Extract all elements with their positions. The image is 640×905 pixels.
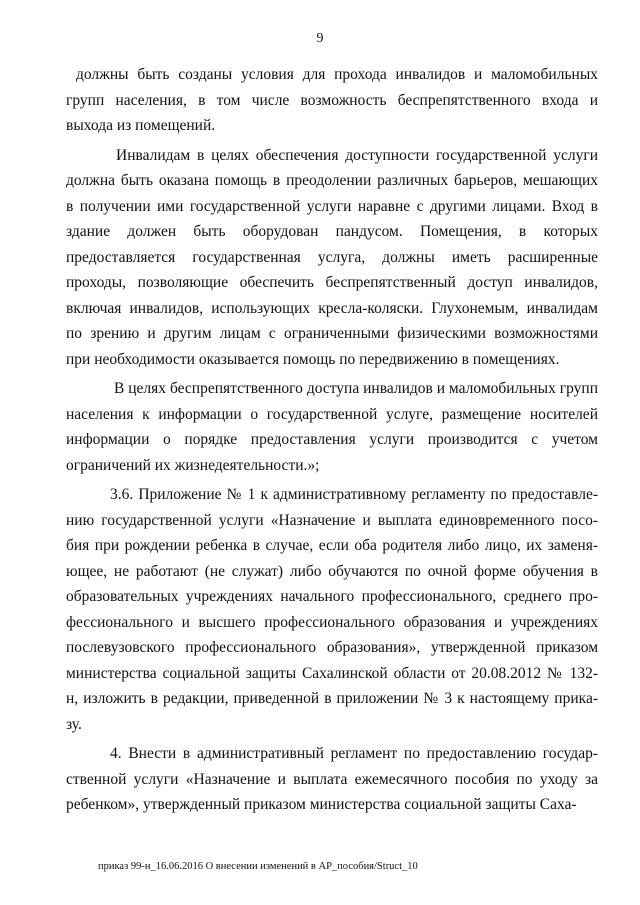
text-line: в получении ими государственной услуги наравне с другими лицами. Вход в — [66, 197, 598, 215]
paragraph — [66, 376, 598, 478]
text-line: при необходимости оказывается помощь по передвижению в помещениях. — [66, 350, 560, 368]
paragraph — [66, 62, 598, 139]
text-line: информации о порядке предоставления услуги производится с учетом — [66, 431, 598, 448]
paragraph — [66, 482, 598, 737]
text-line: Инвалидам в целях обеспечения доступности государственной услуги — [116, 146, 598, 164]
text-line: здание должен быть оборудован пандусом. Помещения, в которых — [66, 223, 598, 240]
text-line: ребенком», утвержденный приказом министерства социальной защиты Саха- — [66, 796, 577, 813]
text-line: послевузовского профессионального образования», утвержденной приказом — [66, 639, 598, 656]
text-line: групп населения, в том числе возможность беспрепятственного входа и — [66, 91, 598, 109]
text-line: фессионального и высшего профессионального образования и учреждениях — [66, 613, 598, 631]
text-line: ственной услуги «Назначение и выплата ежемесячного пособия по уходу за — [66, 770, 598, 788]
page-number: 9 — [316, 31, 324, 46]
text-line: зу. — [66, 715, 82, 733]
text-line: министерства социальной защиты Сахалинской области от 20.08.2012 № 132- — [66, 664, 598, 682]
paragraph — [66, 143, 598, 373]
text-line: ющее, не работают (не служат) либо обучаются по очной форме обучения в — [66, 562, 598, 580]
text-line: населения к информации о государственной услуге, размещение носителей — [66, 405, 598, 423]
text-line: 4. Внести в административный регламент по предоставлению государ- — [110, 745, 598, 762]
text-line: должна быть оказана помощь в преодолении различных барьеров, мешающих — [66, 172, 598, 189]
text-line: 3.6. Приложение № 1 к административному регламенту по предоставле- — [110, 486, 598, 503]
text-line: нию государственной услуги «Назначение и выплата единовременного посо- — [66, 511, 598, 529]
document-footer: приказ 99-н_16.06.2016 О внесении изменений в АР_пособия/Struct_10 — [98, 861, 418, 872]
text-line: проходы, позволяющие обеспечить беспрепятственный доступ инвалидов, — [66, 274, 598, 291]
text-line: включая инвалидов, использующих кресла-коляски. Глухонемым, инвалидам — [66, 299, 598, 317]
text-line: предоставляется государственная услуга, должны иметь расширенные — [66, 248, 598, 266]
text-line: должны быть созданы условия для прохода инвалидов и маломобильных — [76, 66, 598, 83]
document-body — [66, 62, 598, 818]
text-line: по зрению и другим лицам с ограниченными физическими возможностями — [66, 325, 598, 342]
paragraph — [66, 741, 598, 818]
text-line: н, изложить в редакции, приведенной в приложении № 3 к настоящему прика- — [66, 690, 598, 707]
text-line: бия при рождении ребенка в случае, если оба родителя либо лицо, их заменя- — [66, 537, 598, 554]
text-line: В целях беспрепятственного доступа инвалидов и маломобильных групп — [114, 380, 598, 397]
text-line: образовательных учреждениях начального профессионального, среднего про- — [66, 588, 598, 605]
text-line: ограничений их жизнедеятельности.»; — [66, 456, 320, 474]
text-line: выхода из помещений. — [66, 117, 216, 134]
